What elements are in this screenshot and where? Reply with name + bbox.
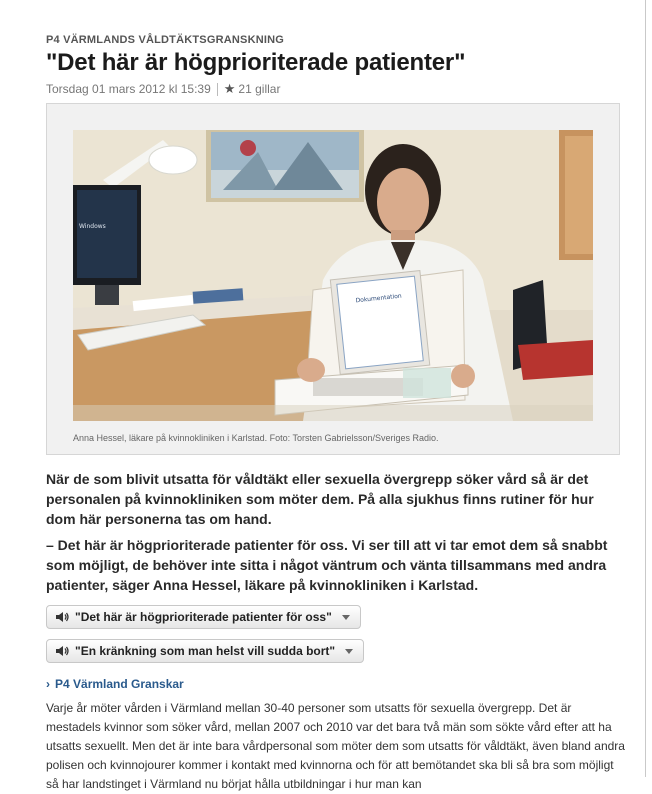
article-body: Varje år möter vården i Värmland mellan 30-40 personer som utsatts för sexuella övergrepp. Det är mestadels kvinnor som söker vård, mellan 2007 och 2010 var det bara två män som sökte vård efter att ha utsatts sexuellt. Men det är inte bara vårdpersonal som möter dem som utsatts för våldtäkt, även bland andra polisen och kvinnojourer kommer i kontakt med kvinnorna och för att bemötandet ska bli så bra som möjligt så har landstinget i Värmland nu börjat hålla utbildningar i hur man kan: [46, 701, 625, 791]
chevron-right-icon: ›: [46, 677, 50, 691]
article-kicker[interactable]: P4 VÄRMLANDS VÅLDTÄKTSGRANSKNING: [46, 34, 285, 46]
article-lead: [46, 469, 626, 595]
chevron-down-icon[interactable]: [345, 649, 353, 654]
article-meta: [46, 81, 626, 97]
chevron-down-icon[interactable]: [342, 615, 350, 620]
article-photo[interactable]: [73, 130, 593, 421]
documentation-folder-text: Dokumentation: [355, 292, 403, 305]
section-link[interactable]: [46, 677, 626, 691]
photo-caption: Anna Hessel, läkare på kvinnokliniken i Karlstad. Foto: Torsten Gabrielsson/Sveriges Radio.: [73, 433, 439, 443]
photo-illustration: [73, 130, 593, 421]
speaker-icon: [55, 645, 69, 657]
article-headline: "Det här är högprioriterade patienter": [46, 49, 466, 76]
lead-paragraph: När de som blivit utsatta för våldtäkt eller sexuella övergrepp söker vård så är det personalen på kvinnokliniken som möter dem. På alla sjukhus finns rutiner för hur dom här personerna tas om hand.: [46, 471, 594, 527]
star-icon[interactable]: ★: [223, 81, 236, 96]
likes-count[interactable]: 21 gillar: [238, 82, 281, 96]
section-link-label[interactable]: P4 Värmland Granskar: [55, 677, 184, 691]
audio-clip-row: [46, 601, 626, 635]
audio-clip-button[interactable]: [46, 605, 361, 629]
article: [46, 34, 626, 794]
audio-clip-button[interactable]: [46, 639, 364, 663]
publish-date: Torsdag 01 mars 2012 kl 15:39: [46, 82, 211, 96]
meta-divider: [217, 83, 218, 96]
speaker-icon: [55, 611, 69, 623]
page-border: [645, 0, 646, 777]
audio-clip-row: [46, 635, 626, 669]
lead-quote: – Det här är högprioriterade patienter för oss. Vi ser till att vi tar emot dem så snabbt som möjligt, de behöver inte sitta i något väntrum och vänta tillsammans med andra patienter, säger Anna Hessel, läkare på kvinnokliniken i Karlstad.: [46, 537, 608, 593]
windows-logo-text: Windows: [79, 223, 106, 230]
audio-clip-label: "Det här är högprioriterade patienter för oss": [75, 610, 332, 624]
audio-clip-label: "En kränkning som man helst vill sudda bort": [75, 644, 336, 658]
photo-box: [46, 103, 620, 455]
